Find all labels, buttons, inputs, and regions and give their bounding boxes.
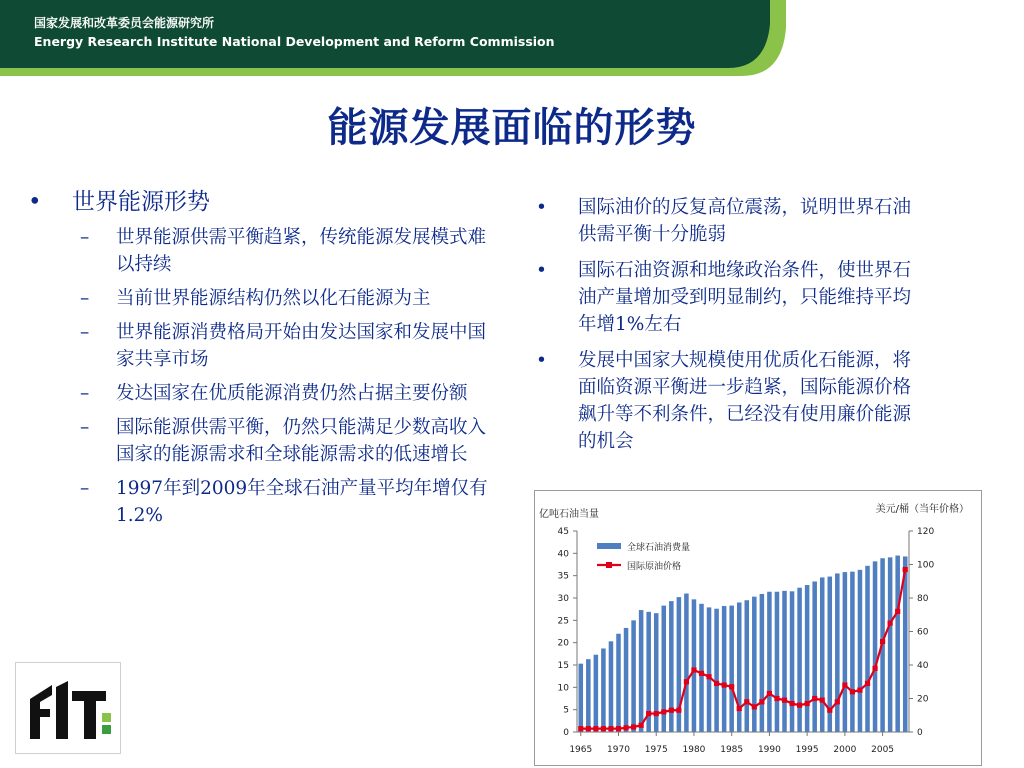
consumption-bar: [843, 572, 848, 732]
bullet-item-text: 国际石油资源和地缘政治条件，使世界石油产量增加受到明显制约，只能维持平均年增1%左右: [578, 260, 912, 335]
consumption-bar: [752, 597, 757, 732]
consumption-bar: [616, 634, 621, 732]
consumption-bar: [888, 557, 893, 732]
y-tick-label-left: 20: [557, 638, 569, 649]
consumption-bar: [609, 641, 614, 732]
y-tick-label-right: 120: [917, 527, 935, 537]
y-axis-right-label: 美元/桶（当年价格）: [875, 504, 969, 515]
consumption-bar: [858, 570, 863, 732]
price-point: [691, 667, 696, 672]
consumption-bar: [699, 604, 704, 732]
x-tick-label: 1980: [682, 745, 706, 755]
consumption-bar: [639, 610, 644, 732]
price-point: [759, 699, 764, 704]
header-band: [0, 0, 1024, 78]
bullet-item-text: 发展中国家大规模使用优质化石能源，将面临资源平衡进一步趋紧，国际能源价格飙升等不利条件，已经没有使用廉价能源的机会: [578, 350, 912, 452]
sub-item-text: 1997年到2009年全球石油产量平均年增仅有1.2%: [116, 478, 488, 526]
sub-item: [28, 319, 488, 373]
price-point: [903, 567, 908, 572]
consumption-bar: [737, 602, 742, 732]
consumption-bar: [631, 620, 636, 732]
y-tick-label-left: 0: [563, 728, 569, 738]
x-tick-label: 1995: [795, 745, 819, 755]
org-name-cn: 国家发展和改革委员会能源研究所: [34, 16, 215, 30]
sub-item: [28, 380, 488, 407]
price-point: [684, 679, 689, 684]
y-tick-label-left: 35: [557, 571, 569, 582]
y-tick-label-left: 25: [557, 616, 569, 627]
price-point: [586, 726, 591, 731]
consumption-bar: [790, 591, 795, 732]
price-line: [581, 570, 905, 729]
x-tick-label: 2000: [833, 745, 857, 755]
price-point: [654, 711, 659, 716]
consumption-bar: [797, 588, 802, 732]
heading-text: 世界能源形势: [72, 189, 210, 215]
sub-item: [28, 285, 488, 312]
y-tick-label-left: 5: [563, 705, 569, 716]
price-point: [782, 698, 787, 703]
consumption-bar: [850, 572, 855, 732]
price-point: [639, 723, 644, 728]
consumption-bar: [684, 594, 689, 732]
consumption-bar: [722, 606, 727, 732]
consumption-bar: [805, 585, 810, 732]
price-point: [669, 708, 674, 713]
price-point: [812, 696, 817, 701]
price-point: [616, 726, 621, 731]
sub-item: [28, 224, 488, 278]
sub-item: [28, 475, 488, 529]
price-point: [593, 726, 598, 731]
x-tick-label: 1990: [757, 745, 781, 755]
consumption-bar: [760, 594, 765, 732]
price-point: [661, 709, 666, 714]
bullet-item-text: 国际油价的反复高位震荡，说明世界石油供需平衡十分脆弱: [578, 197, 912, 245]
x-tick-label: 2005: [871, 745, 895, 755]
consumption-bar: [865, 566, 870, 732]
bullet-marker: •: [536, 197, 547, 218]
bullet-item: [534, 257, 924, 338]
slide-title: 能源发展面临的形势: [327, 104, 697, 151]
consumption-bar: [775, 592, 780, 732]
price-point: [865, 681, 870, 686]
dash-marker: –: [80, 322, 90, 343]
x-tick-label: 1970: [607, 745, 630, 755]
consumption-bar: [707, 607, 712, 732]
sub-item-text: 当前世界能源结构仍然以化石能源为主: [116, 288, 431, 309]
y-tick-label-left: 10: [557, 683, 569, 694]
sub-item-text: 发达国家在优质能源消费仍然占据主要份额: [116, 383, 468, 404]
heading-bullet-item: [28, 186, 488, 218]
price-point: [888, 621, 893, 626]
bullet-item: [534, 194, 924, 248]
y-tick-label-right: 40: [917, 661, 929, 671]
price-point: [714, 681, 719, 686]
y-tick-label-right: 100: [917, 560, 935, 571]
price-point: [805, 701, 810, 706]
y-axis-left-label: 亿吨石油当量: [539, 509, 599, 520]
chart-canvas: [535, 491, 981, 765]
price-point: [820, 698, 825, 703]
price-point: [623, 725, 628, 730]
price-point: [752, 704, 757, 709]
dash-marker: –: [80, 417, 90, 438]
y-tick-label-right: 80: [917, 594, 929, 604]
price-point: [857, 688, 862, 693]
dash-marker: –: [80, 383, 90, 404]
price-point: [676, 708, 681, 713]
legend-label-price: 国际原油价格: [627, 562, 682, 572]
price-point: [827, 708, 832, 713]
price-point: [601, 726, 606, 731]
dash-marker: –: [80, 227, 90, 248]
price-point: [729, 684, 734, 689]
consumption-bar: [782, 591, 787, 732]
consumption-bar: [624, 628, 629, 732]
sub-item-text: 国际能源供需平衡，仍然只能满足少数高收入国家的能源需求和全球能源需求的低速增长: [116, 417, 487, 465]
consumption-bar: [873, 561, 878, 732]
consumption-bar: [767, 592, 772, 732]
legend-label-consumption: 全球石油消费量: [627, 543, 691, 553]
price-point: [880, 639, 885, 644]
consumption-bar: [714, 609, 719, 732]
legend-swatch-consumption: [597, 543, 621, 549]
oil-chart: [534, 490, 982, 766]
consumption-bar: [835, 573, 840, 732]
price-point: [842, 683, 847, 688]
consumption-bar: [579, 664, 584, 732]
price-point: [850, 689, 855, 694]
x-tick-label: 1965: [569, 745, 593, 755]
price-point: [737, 706, 742, 711]
y-tick-label-right: 20: [917, 694, 929, 705]
dash-marker: –: [80, 478, 90, 499]
sub-item-text: 世界能源消费格局开始由发达国家和发展中国家共享市场: [116, 322, 487, 370]
legend-marker-price: [606, 562, 612, 568]
consumption-bar: [601, 648, 606, 732]
left-text-column: [28, 186, 488, 536]
consumption-bar: [729, 606, 734, 732]
price-point: [895, 609, 900, 614]
price-point: [744, 699, 749, 704]
price-point: [797, 703, 802, 708]
price-point: [706, 674, 711, 679]
sub-item: [28, 414, 488, 468]
org-name-en: Energy Research Institute National Development and Reform Commission: [34, 34, 555, 49]
eri-logo: [15, 662, 121, 754]
consumption-bar: [594, 655, 599, 732]
price-point: [789, 701, 794, 706]
x-tick-label: 1985: [720, 745, 744, 755]
price-point: [608, 726, 613, 731]
price-point: [767, 691, 772, 696]
y-tick-label-right: 0: [917, 728, 923, 738]
price-point: [578, 726, 583, 731]
y-tick-label-left: 30: [557, 594, 569, 604]
right-text-column: [534, 194, 924, 464]
price-point: [699, 671, 704, 676]
x-tick-label: 1975: [644, 745, 668, 755]
consumption-bar: [692, 599, 697, 732]
bullet-item: [534, 347, 924, 455]
price-point: [774, 696, 779, 701]
price-point: [722, 683, 727, 688]
consumption-bar: [820, 577, 825, 732]
y-tick-label-left: 15: [557, 661, 569, 671]
y-tick-label-left: 40: [557, 549, 569, 560]
bullet-marker: •: [536, 350, 547, 371]
consumption-bar: [586, 659, 591, 732]
consumption-bar: [895, 556, 900, 732]
price-point: [631, 724, 636, 729]
consumption-bar: [812, 581, 817, 732]
consumption-bar: [745, 600, 750, 732]
price-point: [646, 711, 651, 716]
dash-marker: –: [80, 288, 90, 309]
y-tick-label-right: 60: [917, 627, 929, 638]
bullet-marker: •: [536, 260, 547, 281]
price-point: [835, 699, 840, 704]
bullet-marker: •: [28, 189, 42, 215]
price-point: [872, 666, 877, 671]
sub-item-text: 世界能源供需平衡趋紧，传统能源发展模式难以持续: [116, 227, 487, 275]
y-tick-label-left: 45: [557, 527, 569, 537]
eri-logo-mark: [16, 663, 120, 753]
